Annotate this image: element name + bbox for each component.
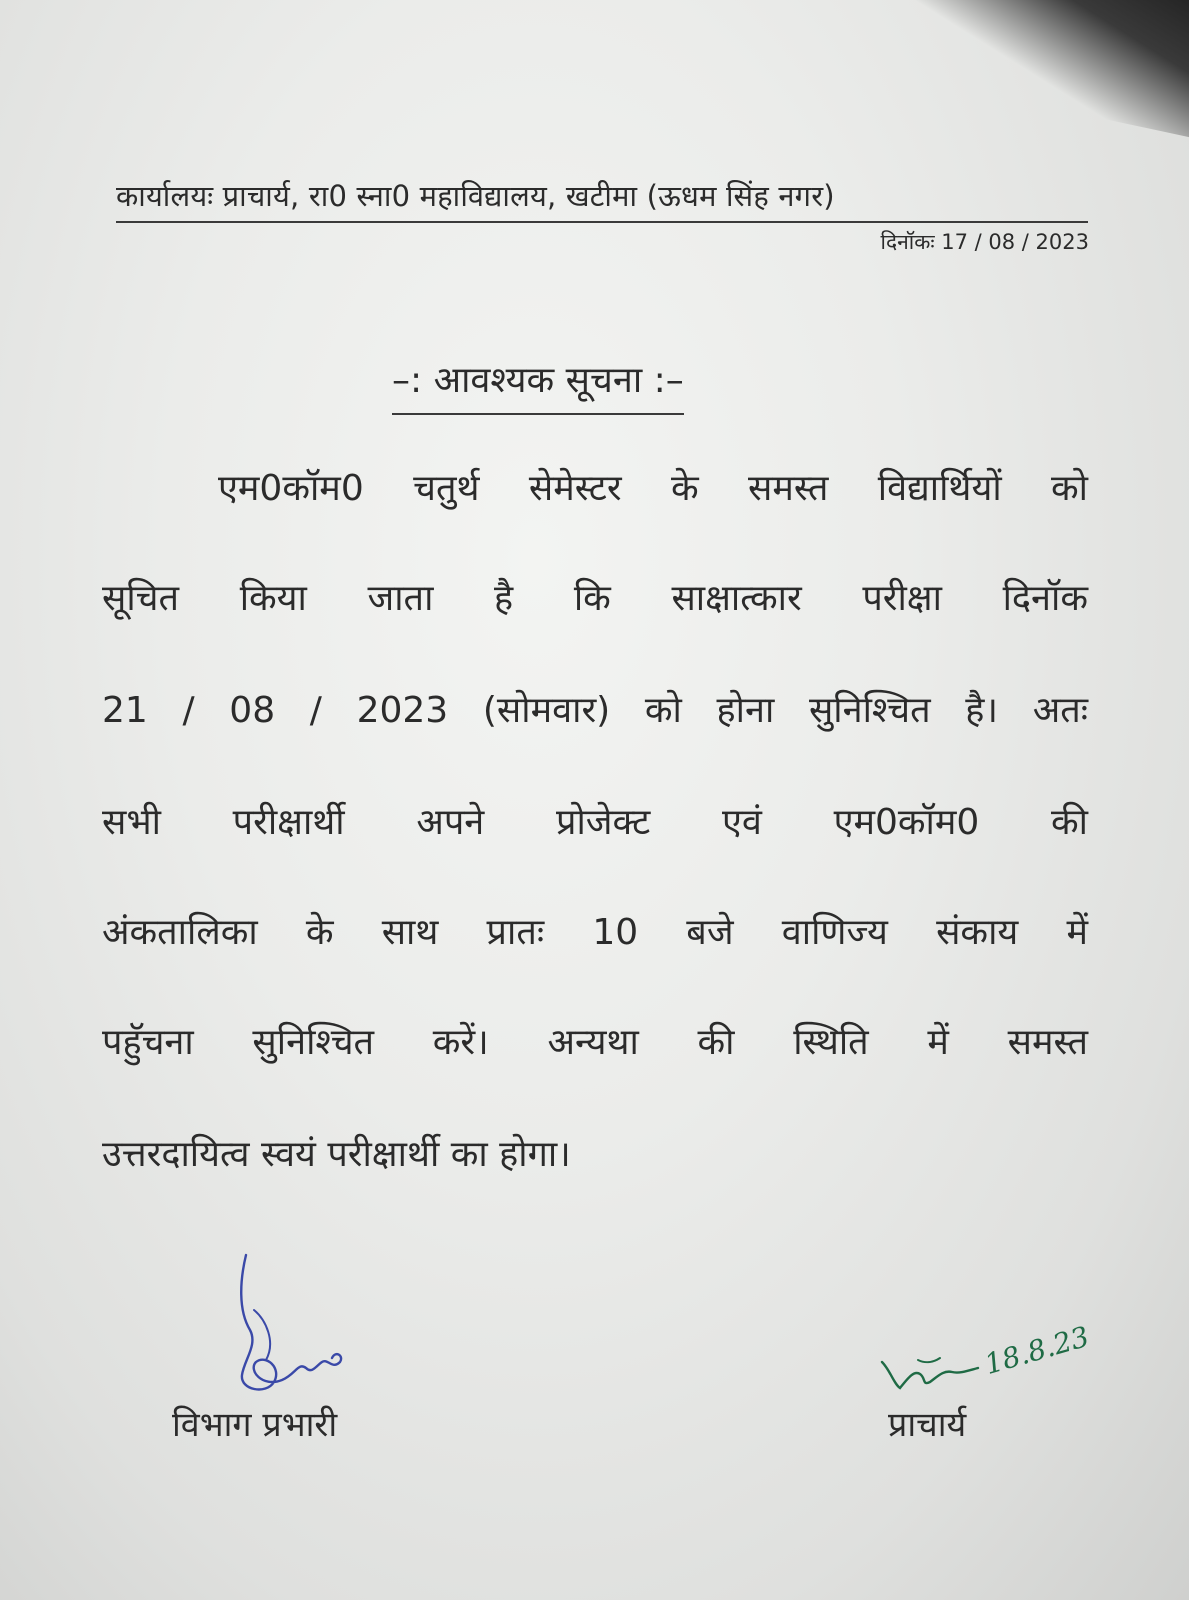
notice-title: –: आवश्यक सूचना :–	[392, 354, 684, 415]
handwritten-date: 18.8.23	[980, 1319, 1093, 1381]
notice-line-5: अंकतालिका के साथ प्रातः 10 बजे वाणिज्य संकाय में	[102, 912, 1088, 953]
notice-line-2: सूचित किया जाता है कि साक्षात्कार परीक्षा दिनॉक	[102, 578, 1088, 619]
notice-line-3: 21 / 08 / 2023 (सोमवार) को होना सुनिश्चित है। अतः	[102, 690, 1088, 731]
principal-label: प्राचार्य	[888, 1405, 967, 1445]
desk-shadow	[898, 0, 1189, 142]
notice-line-6: पहुॅचना सुनिश्चित करें। अन्यथा की स्थिति में समस्त	[102, 1022, 1088, 1063]
department-head-signature	[236, 1250, 366, 1400]
notice-line-4: सभी परीक्षार्थी अपने प्रोजेक्ट एवं एम0कॉम0 की	[102, 802, 1088, 843]
principal-signature	[878, 1340, 988, 1400]
notice-line-7: उत्तरदायित्व स्वयं परीक्षार्थी का होगा।	[102, 1134, 571, 1175]
office-header: कार्यालयः प्राचार्य, रा0 स्ना0 महाविद्यालय, खटीमा (ऊधम सिंह नगर)	[116, 176, 1088, 223]
notice-date: दिनॉकः 17 / 08 / 2023	[880, 230, 1089, 254]
notice-line-1: एम0कॉम0 चतुर्थ सेमेस्टर के समस्त विद्यार्थियों को	[218, 468, 1088, 509]
department-head-label: विभाग प्रभारी	[172, 1405, 338, 1445]
